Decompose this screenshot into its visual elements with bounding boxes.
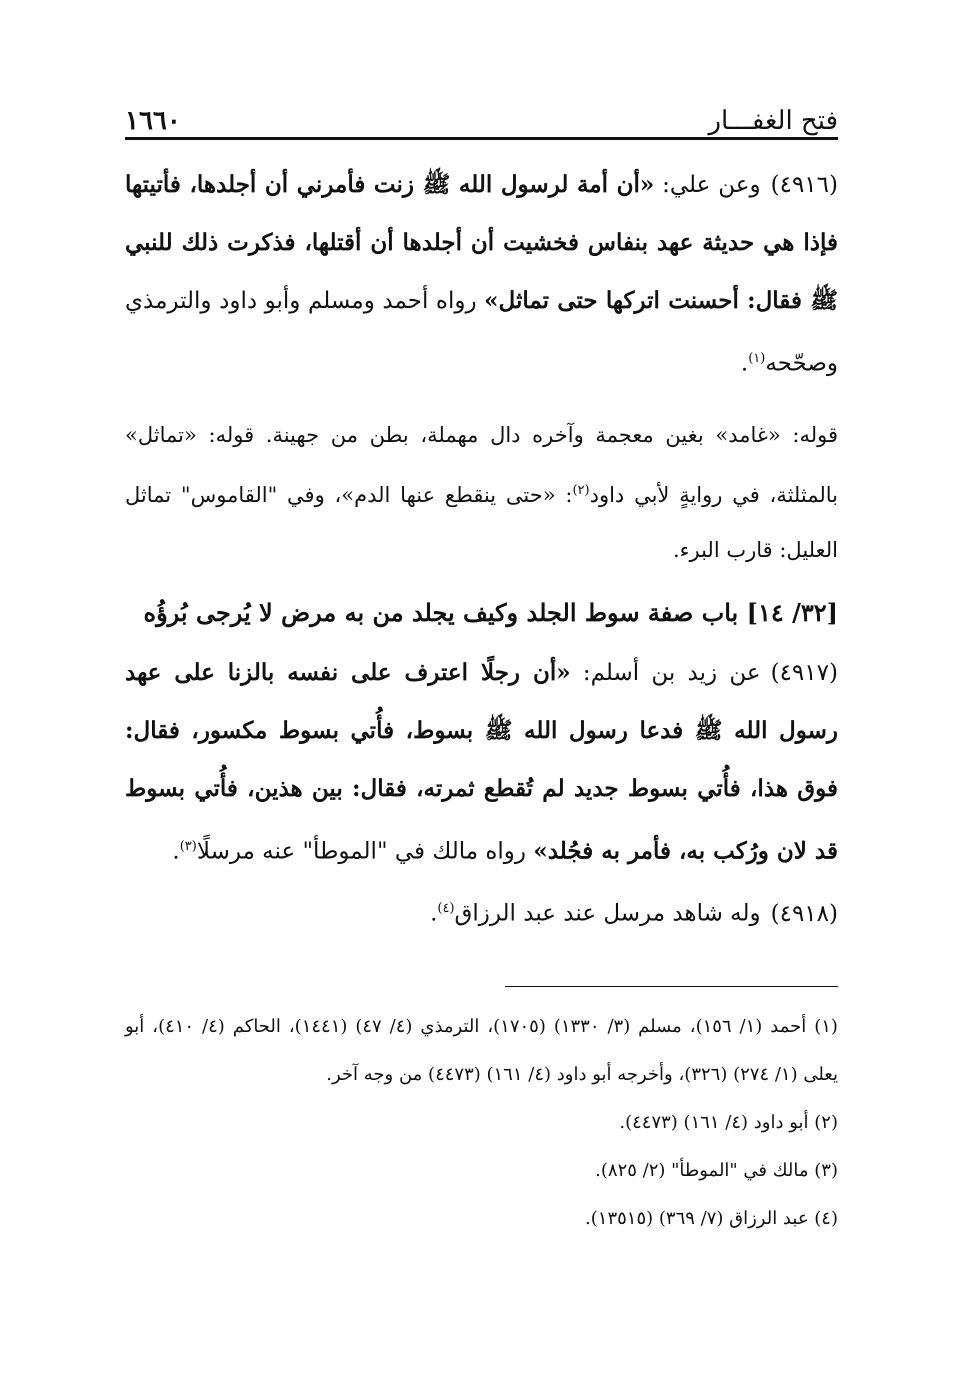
hadith-intro: وعن علي: xyxy=(654,172,761,198)
hadith-4916 xyxy=(125,156,838,393)
hadith-source: رواه مالك في "الموطأ" عنه مرسلًا xyxy=(196,838,534,865)
footnote: (٤) عبد الرزاق (٧/ ٣٦٩) (١٣٥١٥). xyxy=(585,1208,838,1229)
main-text xyxy=(125,156,838,943)
footnote: (٢) أبو داود (٤/ ١٦١) (٤٤٧٣). xyxy=(619,1112,838,1133)
commentary xyxy=(125,408,838,578)
commentary-text: قوله: «غامد» بغين معجمة وآخره دال مهملة، بطن من جهينة. قوله: «تماثل» بالمثلثة، في روايةٍ لأبي داود xyxy=(125,422,838,507)
sentence-end: . xyxy=(172,838,180,865)
page-header xyxy=(125,92,838,136)
hadith-number: (٤٩١٦) xyxy=(770,172,838,198)
page-number: ١٦٦٠ xyxy=(125,106,181,136)
footnote-ref: (٤) xyxy=(437,901,455,917)
footnote-ref: (٣) xyxy=(179,838,197,854)
sentence-end: . xyxy=(430,900,438,927)
hadith-text: وله شاهد مرسل عند عبد الرزاق xyxy=(454,900,761,927)
hadith-intro: عن زيد بن أسلم: xyxy=(570,659,761,686)
commentary-text-cont: : «حتى ينقطع عنها الدم»، وفي "القاموس" تماثل العليل: قارب البرء. xyxy=(125,482,838,562)
hadith-number: (٤٩١٨) xyxy=(770,900,838,927)
footnote-separator xyxy=(505,986,838,987)
hadith-number: (٤٩١٧) xyxy=(770,659,838,686)
footnote-ref: (١) xyxy=(748,351,766,366)
footnote: (٣) مالك في "الموطأ" (٢/ ٨٢٥). xyxy=(595,1160,838,1181)
hadith-text: «أن أمة لرسول الله ﷺ زنت فأمرني أن أجلدها، فأتيتها فإذا هي حديثة عهد بنفاس فخشيت أن أجلدها أن أقتلها، فذكرت ذلك للنبي ﷺ فقال: أحسنت اتركها حتى تماثل» xyxy=(125,171,838,314)
book-title: فتح الغفـــار xyxy=(708,106,838,136)
header-rule xyxy=(125,137,838,140)
footnote-ref: (٢) xyxy=(572,482,590,498)
hadith-4918 xyxy=(125,880,838,943)
footnote: (١) أحمد (١/ ١٥٦)، مسلم (٣/ ١٣٣٠) (١٧٠٥)، الترمذي (٤/ ٤٧) (١٤٤١)، الحاكم (٤/ ٤١٠)، أبو يعلى (١/ ٢٧٤) (٣٢٦)، وأخرجه أبو داود (٤/ ١٦١) (٤٤٧٣) من وجه آخر. xyxy=(125,1016,838,1085)
hadith-4917 xyxy=(125,644,838,881)
hadith-text: «أن رجلًا اعترف على نفسه بالزنا على عهد رسول الله ﷺ فدعا رسول الله ﷺ بسوط، فأُتي بسوط مكسور، فقال: فوق هذا، فأُتي بسوط جديد لم تُقطع ثمرته، فقال: بين هذين، فأُتي بسوط قد لان ورُكب به، فأمر به فجُلد» xyxy=(125,658,838,865)
footnotes xyxy=(125,1003,838,1243)
sentence-end: . xyxy=(740,350,749,377)
chapter-heading: [٣٢/ ١٤] باب صفة سوط الجلد وكيف يجلد من به مرض لا يُرجى بُرؤُه xyxy=(143,597,838,627)
hadith-source: رواه أحمد ومسلم وأبو داود والترمذي وصحّحه xyxy=(125,288,838,377)
